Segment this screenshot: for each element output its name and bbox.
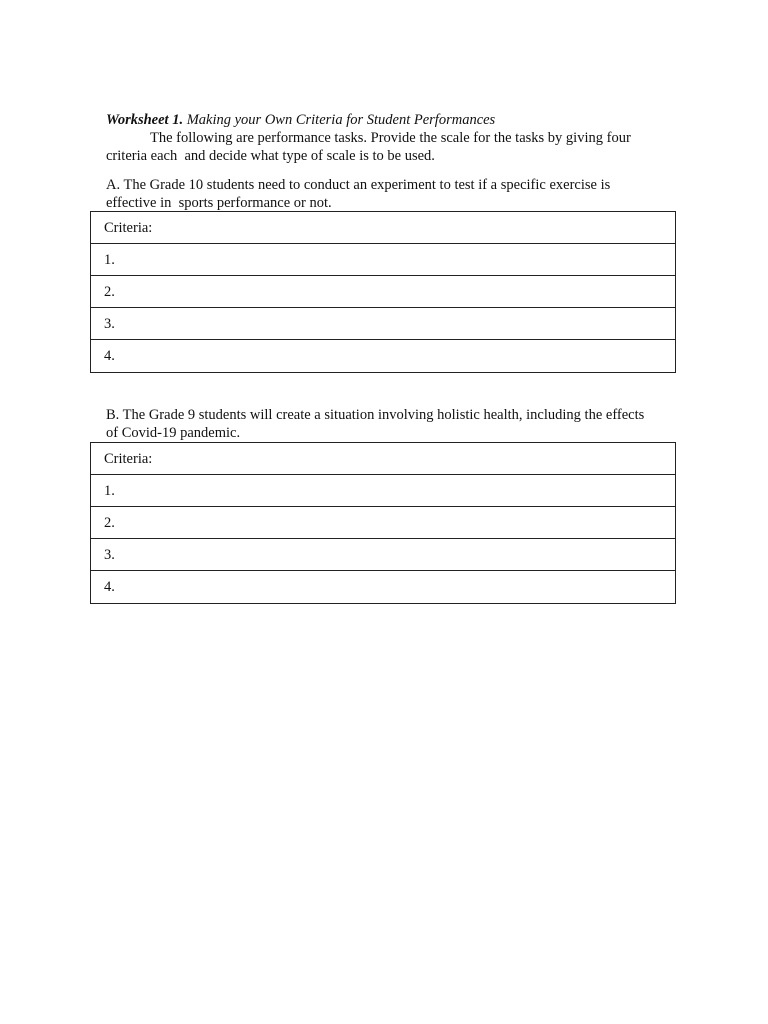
- worksheet-title-text: Making your Own Criteria for Student Performances: [186, 112, 496, 128]
- section-a-criteria-table: [90, 211, 676, 373]
- criteria-header: Criteria:: [91, 212, 675, 244]
- section-b-prompt-line-1: B. The Grade 9 students will create a situation involving holistic health, including the effects: [106, 407, 645, 423]
- instructions-line-1: The following are performance tasks. Provide the scale for the tasks by giving four: [150, 130, 631, 146]
- instructions-line-2: criteria each and decide what type of scale is to be used.: [106, 148, 435, 164]
- section-b-criteria-table: [90, 442, 676, 604]
- criteria-row[interactable]: 4.: [104, 579, 115, 595]
- section-a-prompt: [106, 176, 666, 212]
- criteria-row[interactable]: 1.: [91, 475, 675, 507]
- criteria-row[interactable]: 1.: [91, 244, 675, 276]
- criteria-header: Criteria:: [91, 443, 675, 475]
- worksheet-title: [106, 111, 495, 129]
- section-b-prompt-line-2: of Covid-19 pandemic.: [106, 425, 241, 441]
- section-a-prompt-line-2: effective in sports performance or not.: [106, 195, 332, 211]
- worksheet-title-number: Worksheet 1.: [106, 112, 184, 128]
- criteria-row[interactable]: 2.: [91, 507, 675, 539]
- criteria-row[interactable]: 3.: [91, 539, 675, 571]
- section-a-prompt-line-1: A. The Grade 10 students need to conduct an experiment to test if a specific exercise is: [106, 177, 611, 193]
- criteria-row[interactable]: 4.: [104, 348, 115, 364]
- criteria-row[interactable]: 3.: [91, 308, 675, 340]
- criteria-row[interactable]: 2.: [91, 276, 675, 308]
- instructions: [106, 129, 666, 165]
- section-b-prompt: [106, 406, 666, 442]
